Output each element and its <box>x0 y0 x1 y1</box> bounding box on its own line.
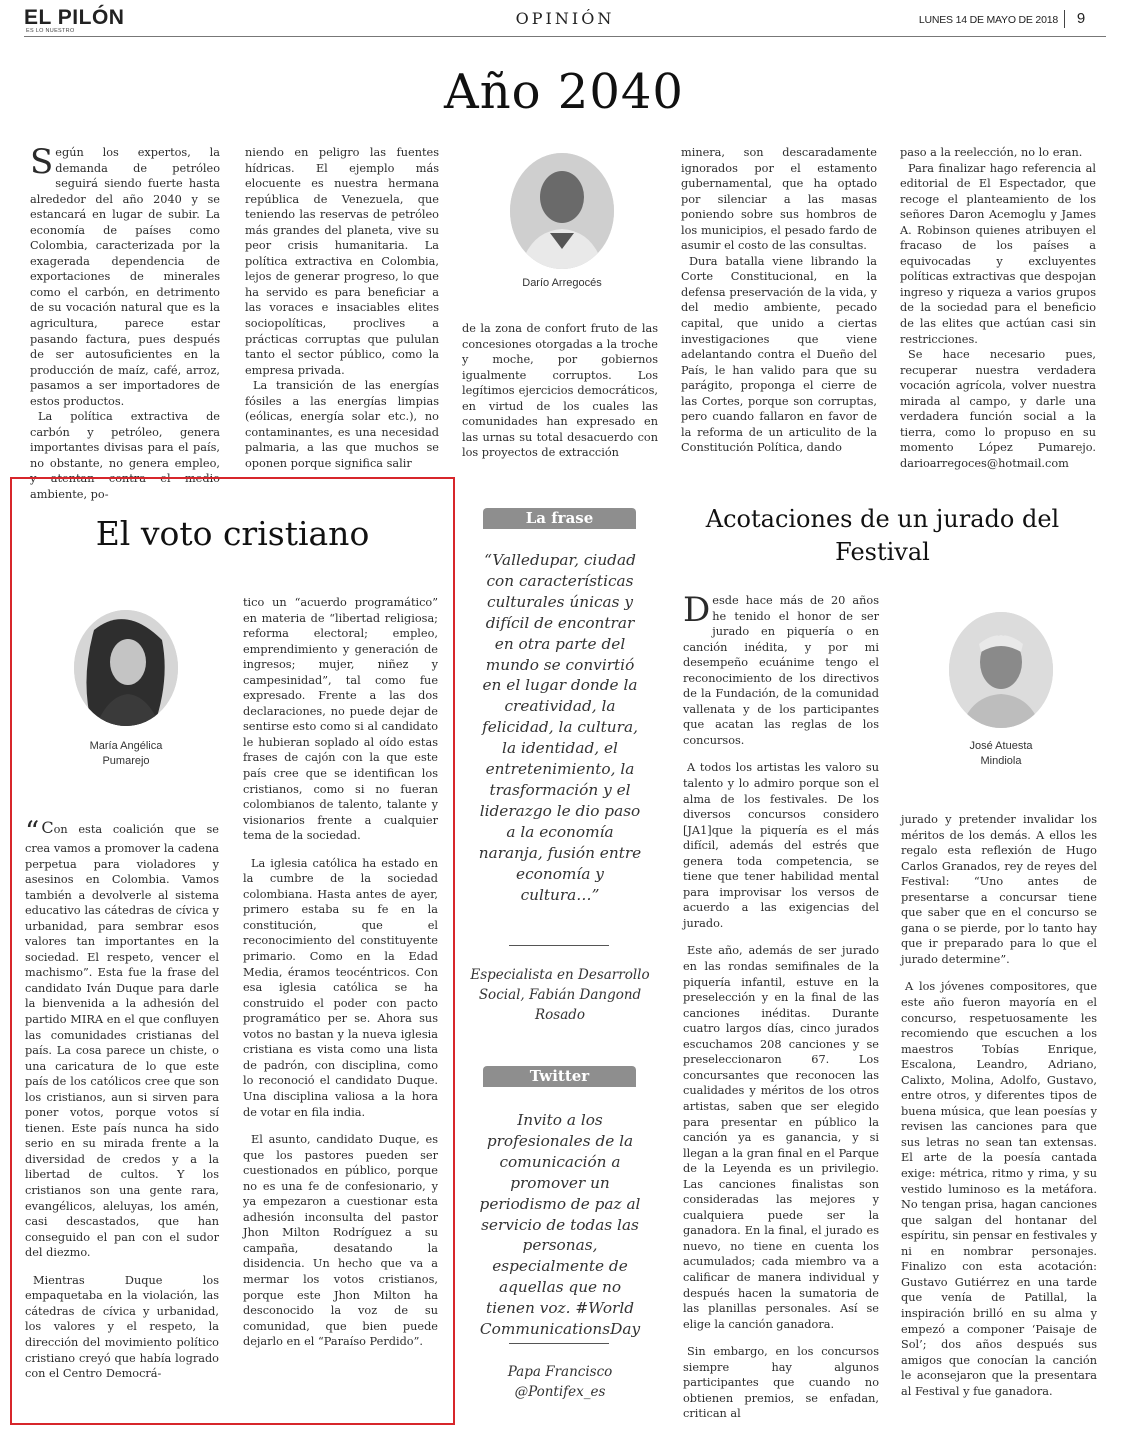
paragraph: El asunto, candidato Duque, es que los pastores pueden ser cuestionados en público, porque no es una fe de confesionario, y ya empezaron a cuestionar esta adhesión inconsulta del pastor Jhon Milton Rodríguez a su campaña, desatando la disidencia. Un hecho que va a mermar los votos cristianos, porque este Jhon Milton ha desconocido la voz de su comunidad, que bien puede dejarlo en el “Paraíso Perdido”. <box>243 1133 438 1349</box>
paragraph: tico un “acuerdo programático” en materia de “libertad religiosa; reforma electoral; empleo, emprendimiento y generación de ingresos; mujer, niñez y campesinidad”, tal como fue expresado. Frente a las dos declaraciones, no puede dejar de sentirse esto como si al candidato le hubieran soplado al oído estas frases de cajón con la que este país cree que se identifican los cristianos, como si no fueran colombianos de talento, talante y visionarios frente a cualquier tema de la sociedad. <box>243 596 438 843</box>
paragraph: A los jóvenes compositores, que este año fueron mayoría en el concurso, respetuosamente les recomiendo que escuchen a los maestros Tobías Enrique, Escalona, Leandro, Adriano, Calixto, Molina, Adolfo, Gustavo, entre otros, y diferentes tipos de buena música, que lean poesías y revisen las canciones para que sus letras no sean tan extensas. El arte de la poesía cantada exige: métrica, ritmo y rima, y su vestido luminoso es la metáfora. No tengan prisa, hagan canciones que salgan del hontanar del espíritu, sin pensar en festivales y ni en nombrar personajes. Finalizo con esta acotación: Gustavo Gutiérrez en una tarde que venía de Patillal, la inspiración brilló en su alma y empezó a componer ‘Paisaje de Sol’; dos años después sus amigos que conocían la canción le aconsejaron que la presentara al Festival y fue ganadora. <box>901 980 1097 1398</box>
quote-divider <box>509 945 609 946</box>
drop-cap: D <box>683 590 711 630</box>
section-title: OPINIÓN <box>515 9 615 28</box>
paragraph: Para finalizar hago referencia al editorial de El Espectador, que recoge el planteamiento de los señores Daron Acemoglu y James A. Robinson quienes atribuyen el fracaso de los países a equivocadas y excluyentes políticas extractivas que despojan ingreso y riqueza a varios grupos de la sociedad para el beneficio de las elites que actúan casi sin restricciones. <box>900 161 1096 346</box>
paragraph: A todos los artistas les valoro su talento y lo admiro porque son el alma de los festivales. De los diversos concursos considero [JA1]que la piquería es el más difícil, además del estrés que genera toda competencia, se tiene que tener habilidad mental para improvisar los versos de acuerdo a las exigencias del jurado. <box>683 761 879 930</box>
jurado-article-col1 <box>683 590 879 1434</box>
paragraph: niendo en peligro las fuentes hídricas. El ejemplo más elocuente es nuestra hermana república de Venezuela, que teniendo las reservas de petróleo más grandes del planeta, vive su peor crisis humanitaria. La política extractiva en Colombia, lejos de generar progreso, lo que ha servido es para beneficiar a las voraces e insaciables elites sociopolíticas, proclives a prácticas corruptas que pululan tanto el sector público, como la empresa privada. <box>245 146 439 377</box>
paragraph: de la zona de confort fruto de las concesiones otorgadas a la troche y moche, por gobiernos igualmente corruptos. Los legítimos ejercicios democráticos, en virtud de los cuales las comunidades han expresado en las urnas su total desacuerdo con los proyectos de extracción <box>462 322 658 460</box>
paragraph: “ Con esta coalición que se crea vamos a promover la cadena perpetua para violadores y asesinos en Colombia. Vamos también a devolverle al sistema educativo las cátedras de cívica y urbanidad, para sembrar esos valores tan importantes en la sociedad. El respeto, vencer el machismo”. Esta fue la frase del candidato Iván Duque para darle la bienvenida a la adhesión del partido MIRA en el que confluyen las comunidades cristianas del país. La cosa parece un chiste, o una caricatura de lo que este país de los católicos cree que son los cristianos, aun si sirven para poner votos, porque votos sí tienen. Este país nunca ha sido serio en su mirada frente a la diversidad de credos y a la libertad de cultos. Y los cristianos son una gente rara, evangélicos, aleluyas, los amén, casi descastados, que han conseguido el pan con el sudor del diezmo. <box>25 815 219 1260</box>
jurado-headline: Acotaciones de un jurado del Festival <box>705 505 1060 566</box>
paragraph: Desde hace más de 20 años he tenido el honor de ser jurado en piquería o en canción inédita, y por mi desempeño ecuánime tengo el reconocimiento de los directivos de la Fundación, de la comunidad vallenata y de los participantes que acatan las reglas de los concursos. <box>683 590 879 747</box>
author-caption: María Angélica Pumarejo <box>89 740 163 767</box>
author-caption: Darío Arregocés <box>522 277 602 289</box>
paragraph: jurado y pretender invalidar los méritos de los demás. A ellos les regalo esta reflexión de Hugo Carlos Granados, rey de reyes del Festival: “Uno antes de presentarse a concursar tiene que saber que en el concurso se gana o se pierde, por lo tanto hay que ir preparado para lo que el jurado determine”. <box>901 813 1097 966</box>
drop-cap: C <box>41 818 54 837</box>
main-article-col2 <box>245 145 439 483</box>
author-photo <box>949 612 1053 728</box>
main-article-col5 <box>900 145 1096 483</box>
voto-article-col1 <box>25 815 219 1394</box>
paragraph: Sin embargo, en los concursos siempre hay algunos participantes que cuando no obtienen premios, se enfadan, critican al <box>683 1345 879 1421</box>
masthead-logo: EL PILÓN <box>24 6 125 29</box>
header-rule <box>24 36 1106 37</box>
la-frase-quote: “Valledupar, ciudad con características culturales únicas y difícil de encontrar en otra parte del mundo se convirtió en el lugar donde la creatividad, la felicidad, la cultura, la identidad, el entretenimiento, la trasformación y el liderazgo le dio paso a la economía naranja, fusión entre economía y cultura…” <box>478 551 642 904</box>
portrait-image <box>74 610 178 726</box>
twitter-attribution: Papa Francisco @Pontifex_es <box>507 1364 613 1400</box>
main-headline: Año 2040 <box>444 64 684 120</box>
voto-headline: El voto cristiano <box>95 514 370 553</box>
paragraph: La transición de las energías fósiles a las energías limpias (eólicas, energía solar etc.), no contaminantes, es una necesidad palmaria, a las que muchos se oponen porque significa salir <box>245 379 439 470</box>
twitter-quote: Invito a los profesionales de la comunicación a promover un periodismo de paz al servicio de todas las personas, especialmente de aquellas que no tienen voz. #World CommunicationsDay <box>479 1111 641 1339</box>
portrait-image <box>949 612 1053 728</box>
issue-date: LUNES 14 DE MAYO DE 2018 <box>918 14 1058 26</box>
main-article-col1 <box>30 142 220 515</box>
main-article-col3 <box>462 321 658 473</box>
author-photo <box>510 153 614 269</box>
header-divider <box>1064 10 1065 28</box>
paragraph: Se hace necesario pues, recuperar nuestra verdadera vocación agrícola, volver nuestra mirada al campo, y darle una verdadera función social a la tierra, como lo propuso en su momento López Pumarejo. darioarregoces@hotmail.com <box>900 348 1096 470</box>
masthead-tagline: ES LO NUESTRO <box>26 28 75 34</box>
open-quote: “ <box>25 815 40 848</box>
paragraph: minera, son descaradamente ignorados por el estamento gubernamental, que ha optado por silenciar a las masas poniendo sobre sus hombros de los municipios, el pesado fardo de asumir el costo de las consultas. <box>681 146 877 253</box>
paragraph: La iglesia católica ha estado en la cumbre de la sociedad colombiana. Hasta antes de ayer, primero estaba su fe en la constitución, que el reconocimiento del constituyente primario. Como en la Edad Media, éramos teocéntricos. Con esa iglesia católica se ha construido el poder con pacto programático per se. Ahora sus votos no bastan y la nueva iglesia cristiana es vista como una lista de padrón, con disciplina, como lo reconoció el candidato Duque. Una disciplina valiosa a la hora de votar en fila india. <box>243 856 438 1119</box>
author-photo <box>74 610 178 726</box>
paragraph: La política extractiva de carbón y petróleo, genera importantes divisas para el país, no obstante, no genera empleo, y atentan contra el medio ambiente, po- <box>30 410 220 502</box>
author-caption: José Atuesta Mindiola <box>969 740 1033 767</box>
paragraph: Según los expertos, la demanda de petróleo seguirá siendo fuerte hasta alrededor del año 2040 y se estancará en lugar de subir. La economía de países como Colombia, caracterizada por la exagerada dependencia de exportaciones de minerales como el carbón, en detrimento de su vocación natural que es la agricultura, parece estar pasando factura, pues después de ser autosuficientes en la producción de maíz, café, arroz, pasamos a ser importadores de estos productos. <box>30 142 220 408</box>
twitter-label: Twitter <box>483 1066 636 1087</box>
paragraph: Mientras Duque los empaquetaba en la violación, las cátedras de cívica y urbanidad, los valores y el respeto, la dirección del movimiento político cristiano creyó que había logrado con el Centro Democrá- <box>25 1273 219 1381</box>
page-number: 9 <box>1076 10 1086 27</box>
paragraph: paso a la reelección, no lo eran. <box>900 146 1083 159</box>
drop-cap: S <box>30 142 54 182</box>
jurado-article-col2 <box>901 812 1097 1411</box>
quote-divider <box>509 1343 609 1344</box>
voto-article-col2 <box>243 595 438 1362</box>
paragraph: Este año, además de ser jurado en las rondas semifinales de la piquería infantil, estuve en la preselección y en la final de las canciones inéditas. Durante cuatro largos días, cinco jurados escuchamos 208 canciones y se preseleccionaron 67. Los concursantes que reconocen las cualidades y méritos de los otros artistas, saben que ser elegido para presentar en público la canción ya es ganancia, y si llegan a la gran final en el Parque de la Leyenda es un privilegio. Las canciones finalistas son consideradas las mejores y cualquiera puede ser la ganadora. En la final, el jurado es nuevo, no tiene en cuenta los acumulados; cada miembro va a calificar de manera individual y después hacen la sumatoria de las planillas personales. Así se elige la canción ganadora. <box>683 944 879 1331</box>
main-article-col4 <box>681 145 877 468</box>
portrait-image <box>510 153 614 269</box>
la-frase-label: La frase <box>483 508 636 529</box>
paragraph: Dura batalla viene librando la Corte Constitucional, en la defensa preservación de la vida, y del medio ambiente, pecado capital, que unido a ciertas investigaciones que viene adelantando contra el Dueño del País, le han valido para que su parágito, proponga el cierre de las Cortes, porque son corruptas, pero cuando fallaron en favor de la reforma de un articulito de la Constitución Política, dando <box>681 254 877 455</box>
la-frase-attribution: Especialista en Desarrollo Social, Fabián Dangond Rosado <box>470 967 650 1023</box>
